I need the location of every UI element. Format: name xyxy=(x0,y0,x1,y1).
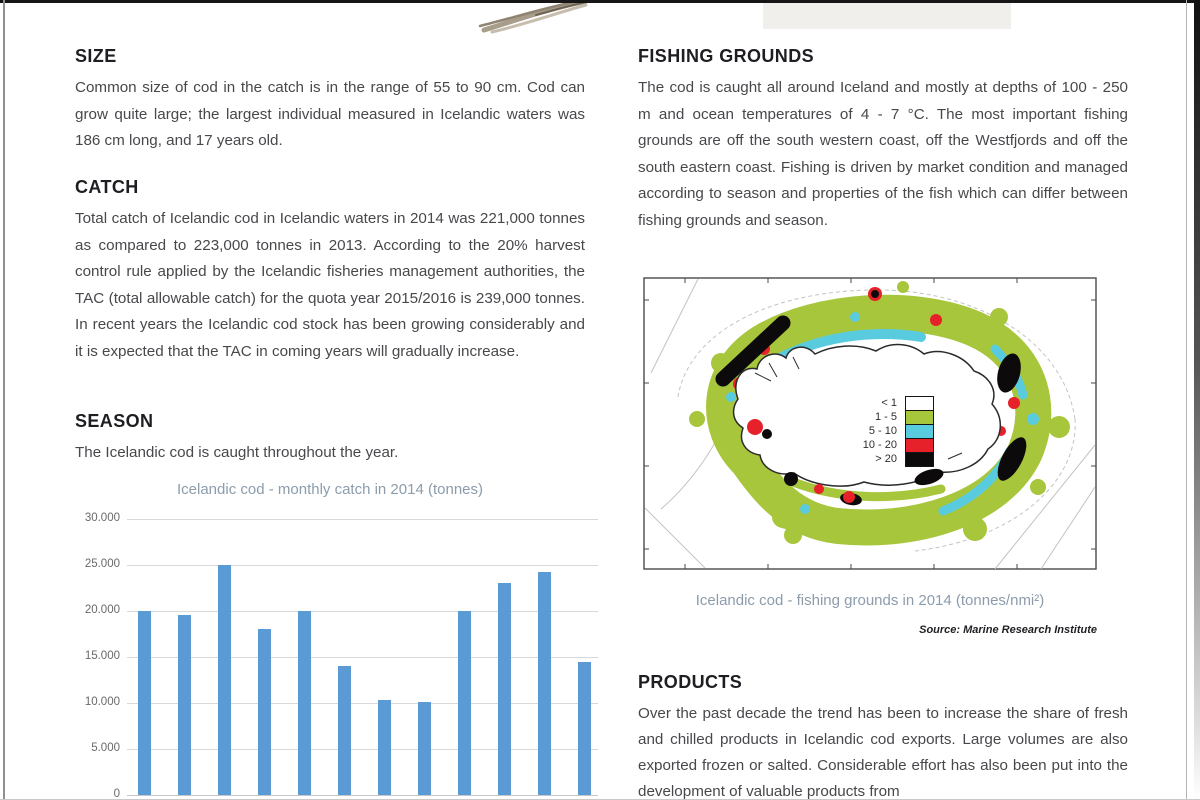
page-left-border xyxy=(3,0,5,800)
map-legend-swatch xyxy=(905,438,934,453)
size-body: Common size of cod in the catch is in the range of 55 to 90 cm. Cod can grow quite large; the largest individual measured in Icelandic waters was 186 cm long, and 17 years old. xyxy=(75,79,585,149)
monthly-catch-bar-chart xyxy=(65,505,610,800)
page-right-border xyxy=(1186,0,1187,800)
size-heading: SIZE xyxy=(75,46,117,66)
gridline-30.000 xyxy=(127,519,598,520)
cod-tail-illustration xyxy=(478,0,592,34)
y-axis-tick: 5.000 xyxy=(91,742,120,754)
section-fishing-grounds xyxy=(638,46,1128,234)
map-legend-row xyxy=(845,452,934,467)
chart-title: Icelandic cod - monthly catch in 2014 (tonnes) xyxy=(177,481,483,498)
season-body: The Icelandic cod is caught throughout the year. xyxy=(75,444,399,461)
y-axis-tick: 20.000 xyxy=(84,604,120,616)
bar-jan xyxy=(138,611,151,795)
map-legend-swatch xyxy=(905,424,934,439)
bar-aug xyxy=(418,702,431,795)
season-heading: SEASON xyxy=(75,411,154,431)
map-legend-label: 10 - 20 xyxy=(862,439,897,451)
bar-feb xyxy=(178,615,191,795)
bar-nov xyxy=(538,572,551,795)
map-legend-swatch xyxy=(905,452,934,467)
y-axis-tick: 10.000 xyxy=(84,696,120,708)
page-right-shadow xyxy=(1194,0,1200,800)
bar-dec xyxy=(578,662,591,795)
map-legend-label: 5 - 10 xyxy=(868,425,897,437)
fishing-grounds-body: The cod is caught all around Iceland and mostly at depths of 100 - 250 m and ocean temperatures of 4 - 7 °C. The most important fishing grounds are off the south western coast, off the Westfjords and off the south eastern coast. Fishing is driven by market condition and managed according to season and properties of the fish which can differ between fishing grounds and season. xyxy=(638,79,1128,229)
gridline-20.000 xyxy=(127,611,598,612)
map-legend xyxy=(845,396,934,467)
map-legend-label: 1 - 5 xyxy=(874,411,897,423)
gridline-5.000 xyxy=(127,749,598,750)
bar-oct xyxy=(498,583,511,795)
section-size xyxy=(75,46,585,155)
gridline-15.000 xyxy=(127,657,598,658)
map-legend-label: < 1 xyxy=(881,397,897,409)
products-heading: PRODUCTS xyxy=(638,672,743,692)
map-legend-row xyxy=(845,396,934,411)
map-caption: Icelandic cod - fishing grounds in 2014 (tonnes/nmi²) xyxy=(695,592,1045,609)
y-axis-tick: 25.000 xyxy=(84,558,120,570)
map-legend-row xyxy=(845,410,934,425)
page-top-border xyxy=(0,0,1200,3)
y-axis-tick: 0 xyxy=(113,788,120,800)
map-legend-row xyxy=(845,438,934,453)
gridline-10.000 xyxy=(127,703,598,704)
map-legend-label: > 20 xyxy=(875,453,897,465)
section-products xyxy=(638,672,1128,800)
section-catch xyxy=(75,177,585,365)
map-legend-row xyxy=(845,424,934,439)
bar-sep xyxy=(458,611,471,795)
products-body: Over the past decade the trend has been to increase the share of fresh and chilled products in Icelandic cod exports. Large volumes are also exported frozen or salted. Considerable effort has also been put into the development of valuable products from xyxy=(638,705,1128,800)
section-season xyxy=(75,411,585,467)
map-source: Source: Marine Research Institute xyxy=(919,624,1097,636)
map-legend-swatch xyxy=(905,410,934,425)
fishing-grounds-heading: FISHING GROUNDS xyxy=(638,46,815,66)
y-axis-tick: 15.000 xyxy=(84,650,120,662)
bar-may xyxy=(298,611,311,795)
bar-apr xyxy=(258,629,271,795)
y-axis-tick: 30.000 xyxy=(84,512,120,524)
bar-jun xyxy=(338,666,351,795)
bar-jul xyxy=(378,700,391,795)
gridline-25.000 xyxy=(127,565,598,566)
gridline-0 xyxy=(127,795,598,796)
bar-mar xyxy=(218,565,231,795)
map-legend-swatch xyxy=(905,396,934,411)
header-cutoff-box xyxy=(763,3,1011,29)
catch-body: Total catch of Icelandic cod in Icelandic waters in 2014 was 221,000 tonnes as compared to 223,000 tonnes in 2013. According to the 20% harvest control rule applied by the Icelandic fisheries management authorities, the TAC (total allowable catch) for the quota year 2015/2016 is 239,000 tonnes. In recent years the Icelandic cod stock has been growing considerably and it is expected that the TAC in coming years will gradually increase. xyxy=(75,210,585,360)
catch-heading: CATCH xyxy=(75,177,139,197)
